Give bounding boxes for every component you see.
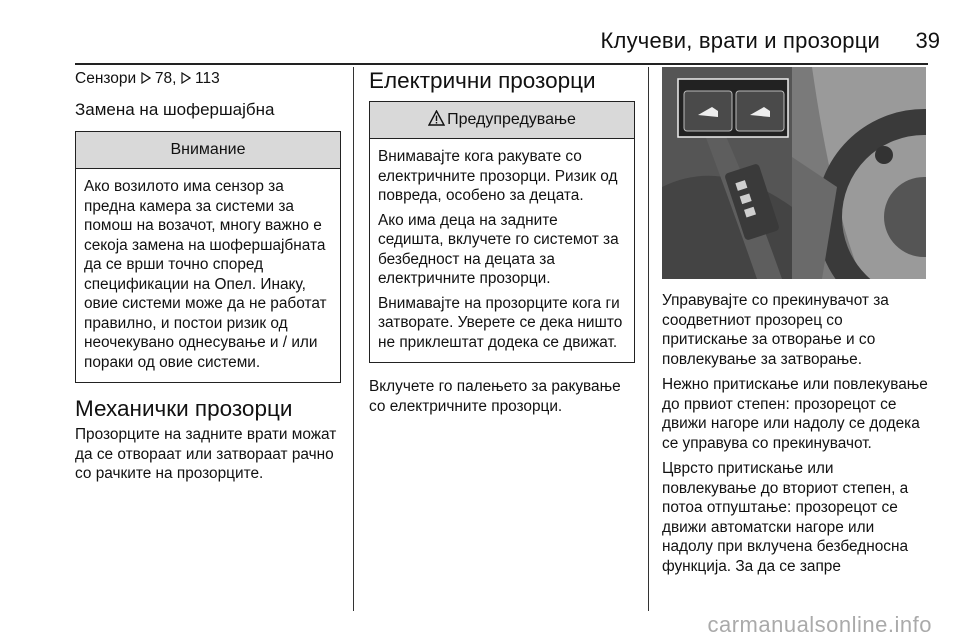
warning-paragraph-2: Ако има деца на задните седишта, вклучете го системот за безбедност на децата за електричните прозорци. [378,211,619,287]
warning-box [369,101,635,363]
sensor-ref-label: Сензори [75,70,137,87]
power-windows-heading: Електрични прозорци [369,68,596,93]
header-rule [75,63,928,65]
windshield-replacement-heading: Замена на шофершајбна [75,100,275,119]
manual-windows-text: Прозорците на задните врати можат да се отвораат или затвораат рачно со рачките на прозорците. [75,426,337,482]
page-ref-arrow-icon [181,72,191,84]
notice-box [75,131,341,383]
sensor-ref-page-2[interactable]: 113 [195,70,220,87]
column-left [75,67,341,484]
notice-box-text: Ако возилото има сензор за предна камера за системи за помош на возачот, многу важно е секоја замена на шофершајбната да се врши точно според спецификации на Опел. Инаку, овие системи може да не работат правилно, и постои ризик од неочекувано однесување и / или пораки од овие системи. [84,178,327,371]
warning-box-title: Предупредување [447,111,576,128]
column-divider-1 [353,67,354,611]
page-header-title: Клучеви, врати и прозорци [600,28,880,53]
column-right [662,67,928,576]
warning-triangle-icon [428,110,445,126]
warning-box-title-row [370,102,634,139]
column-divider-2 [648,67,649,611]
watermark: carmanualsonline.info [707,612,932,637]
page-ref-arrow-icon [141,72,151,84]
warning-paragraph-1: Внимавајте кога ракувате со електричните прозорци. Ризик од повреда, особено за децата. [378,148,618,204]
notice-box-title: Внимание [76,132,340,169]
first-stage-text: Нежно притискање или повлекување до првиот степен: прозорецот се движи нагоре или надолу се додека се управува со прекинувачот. [662,376,928,452]
second-stage-text: Цврсто притискање или повлекување до вториот степен, а потоа отпуштање: прозорецот се движи автоматски нагоре или надолу при вклучена безбедносна функција. За да се запре [662,460,909,575]
column-middle [369,67,635,416]
window-switch-photo [662,67,926,279]
switch-operation-text: Управувајте со прекинувачот за соодветниот прозорец со притискање за отворање и со повлекување за затворање. [662,292,889,368]
door-panel-illustration [662,67,926,279]
ignition-text: Вклучете го палењето за ракување со електричните прозорци. [369,378,621,415]
page-number: 39 [915,28,940,53]
warning-paragraph-3: Внимавајте на прозорците кога ги затворате. Уверете се дека ништо не приклештат додека се движат. [378,294,623,351]
sensor-cross-reference [75,69,341,89]
sensor-ref-page-1[interactable]: 78, [154,70,177,87]
manual-windows-heading: Механички прозорци [75,396,293,421]
